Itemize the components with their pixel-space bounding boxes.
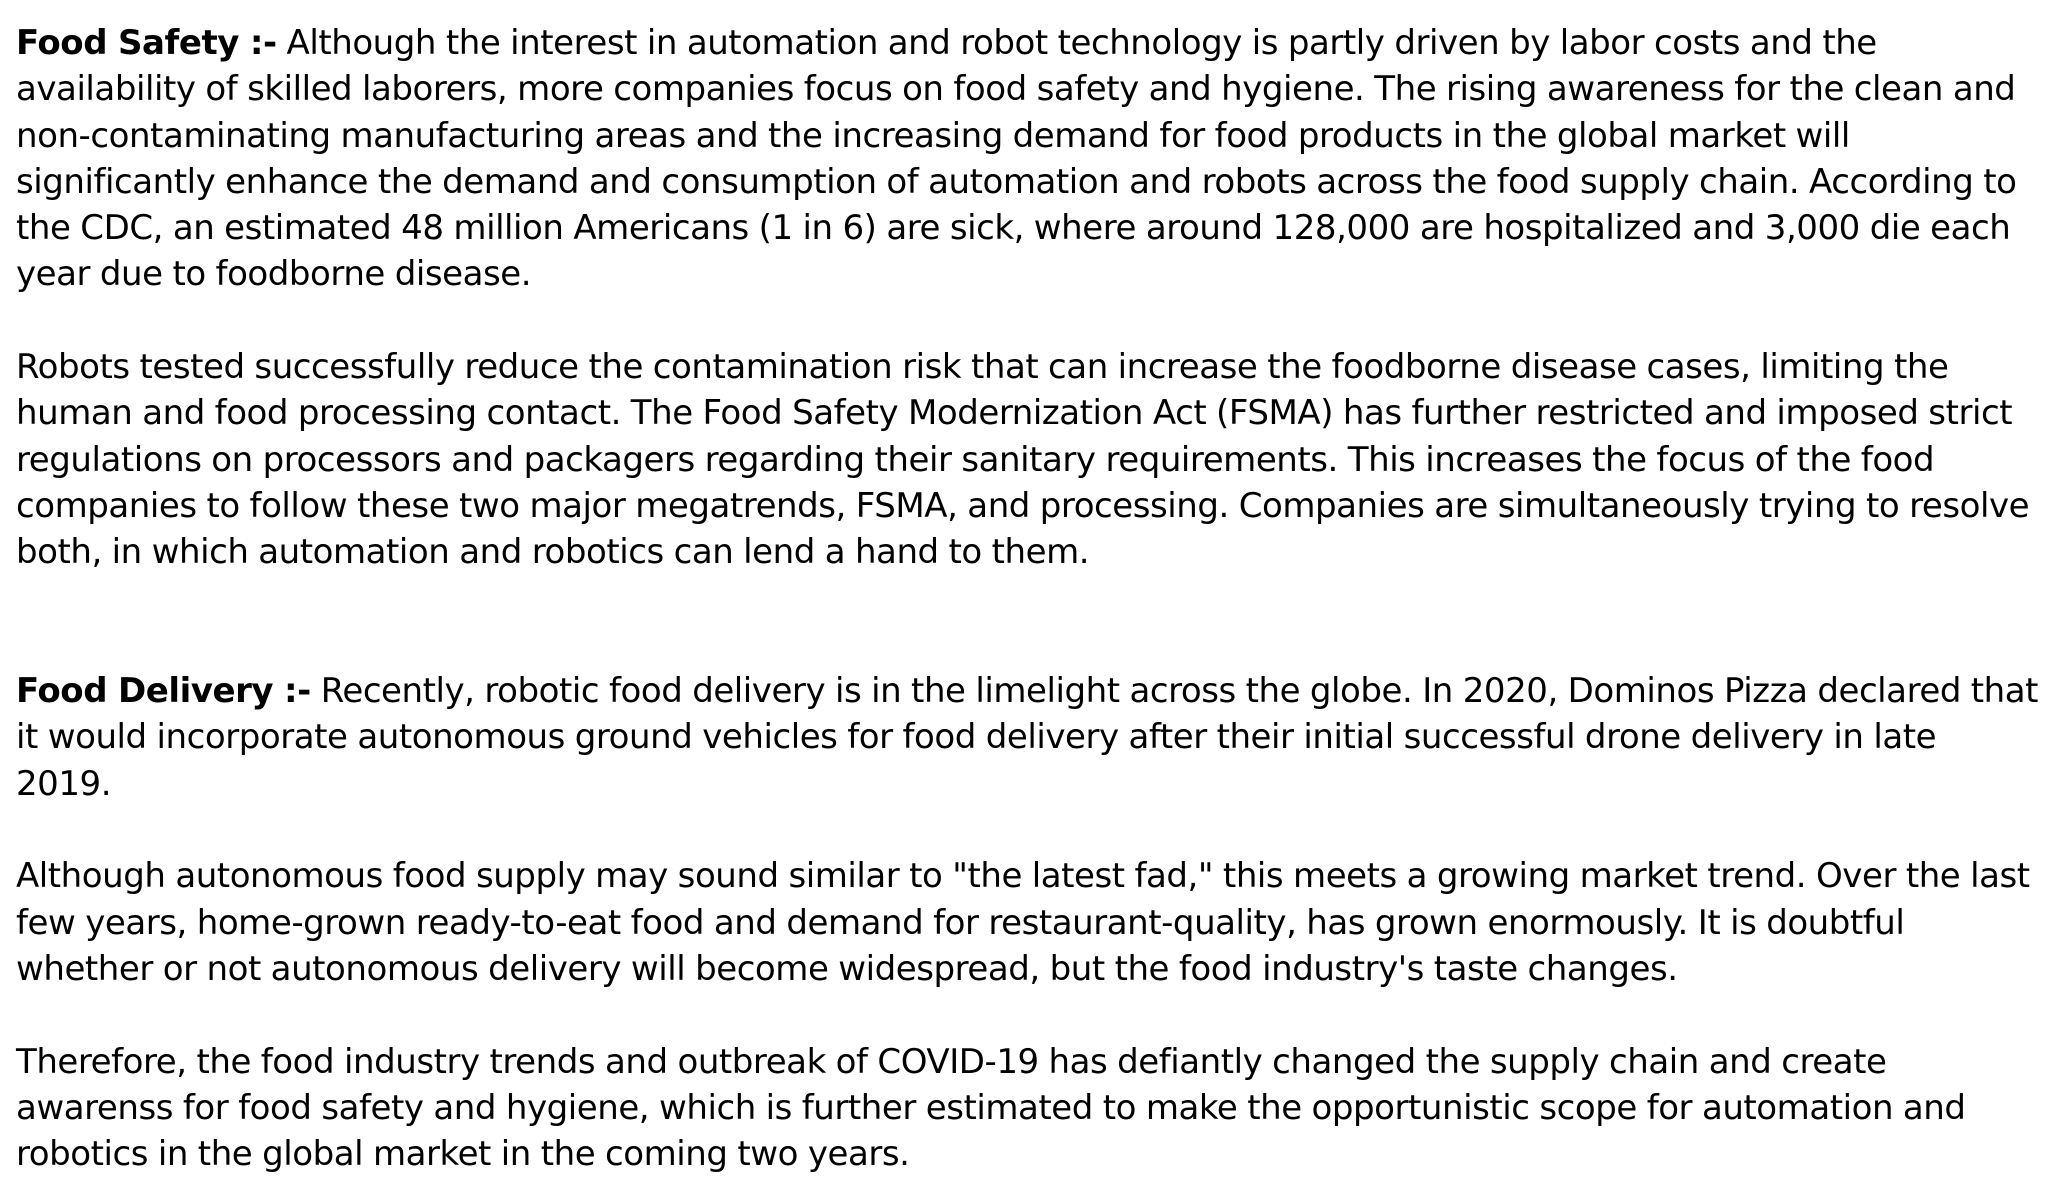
food-safety-paragraph-2: Robots tested successfully reduce the contamination risk that can increase the foodborne disease cases, limiting the human and food processing contact. The Food Safety Modernization Act (FSMA) has further restricted and imposed strict regulations on processors and packagers regarding their sanitary requirements. This increases the focus of the food companies to follow these two major megatrends, FSMA, and processing. Companies are simultaneously trying to resolve both, in which automation and robotics can lend a hand to them. <box>16 347 2030 573</box>
food-delivery-text-1: Recently, robotic food delivery is in the limelight across the globe. In 2020, Dominos Pizza declared that it would incorporate autonomous ground vehicles for food delivery after their initial successful drone delivery in late 2019. <box>16 671 2039 804</box>
food-safety-text-1: Although the interest in automation and robot technology is partly driven by labor costs and the availability of skilled laborers, more companies focus on food safety and hygiene. The rising awareness for the clean and non-contaminating manufacturing areas and the increasing demand for food products in the global market will significantly enhance the demand and consumption of automation and robots across the food supply chain. According to the CDC, an estimated 48 million Americans (1 in 6) are sick, where around 128,000 are hospitalized and 3,000 die each year due to foodborne disease. <box>16 23 2017 295</box>
food-delivery-paragraph-3: Therefore, the food industry trends and outbreak of COVID-19 has defiantly changed the supply chain and create awarenss for food safety and hygiene, which is further estimated to make the opportunistic scope for automation and robotics in the global market in the coming two years. <box>16 1041 1966 1175</box>
section-spacer <box>16 576 2040 669</box>
food-safety-paragraph-1 <box>16 20 2040 298</box>
paragraph-spacer <box>16 807 2040 853</box>
paragraph-spacer <box>16 298 2040 344</box>
paragraph-spacer <box>16 992 2040 1038</box>
document-body <box>16 20 2040 1177</box>
food-delivery-paragraph-2: Although autonomous food supply may sound similar to "the latest fad," this meets a growing market trend. Over the last few years, home-grown ready-to-eat food and demand for restaurant-quality, has grown enormously. It is doubtful whether or not autonomous delivery will become widespread, but the food industry's taste changes. <box>16 856 2030 989</box>
food-delivery-heading: Food Delivery :- <box>16 671 311 712</box>
food-safety-heading: Food Safety :- <box>16 23 277 63</box>
food-delivery-paragraph-1 <box>16 668 2040 807</box>
